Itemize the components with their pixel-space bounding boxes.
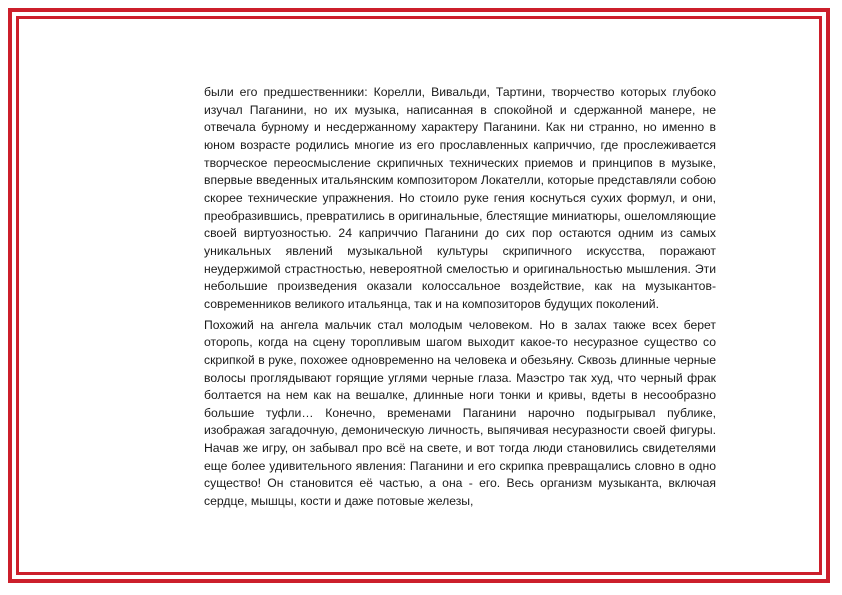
paragraph-caprices: были его предшественники: Корелли, Вивальди, Тартини, творчество которых глубоко изучал Паганини, но их музыка, написанная в спокойной и сдержанной манере, не отвечала бурному и несдержанному характеру Паганини. Как ни странно, но именно в юном возрасте родились многие из его прославленных каприччио, где прослеживается творческое переосмысление скрипичных технических приемов и принципов в музыке, впервые введенных итальянским композитором Локателли, которые представляли собою скорее технические упражнения. Но стоило руке гения коснуться сухих формул, и они, преобразившись, превратились в оригинальные, блестящие миниатюры, ошеломляющие своей виртуозностью. 24 каприччио Паганини до сих пор остаются одним из самых уникальных явлений музыкальной культуры скрипичного искусства, поражают неудержимой страстностью, невероятной смелостью и оригинальностью мышления. Эти небольшие произведения оказали колоссальное воздействие, как на музыкантов-современников великого итальянца, так и на композиторов будущих поколений.: [204, 85, 716, 311]
body-text-block: [204, 84, 716, 514]
paragraph-appearance: Похожий на ангела мальчик стал молодым человеком. Но в залах также всех берет оторопь, когда на сцену торопливым шагом выходит какое-то несуразное существо со скрипкой в руке, похожее одновременно на человека и обезьяну. Сквозь длинные черные волосы проглядывают горящие углями черные глаза. Маэстро так худ, что черный фрак болтается на нем как на вешалке, длинные ноги тонки и кривы, вдеты в несообразно большие туфли… Конечно, временами Паганини нарочно подыгрывал публике, изображая загадочную, демоническую личность, выпячивая несуразности своей фигуры. Начав же игру, он забывал про всё на свете, и вот тогда люди становились свидетелями еще более удивительного явления: Паганини и его скрипка превращались словно в одно существо! Он становится её частью, а она - его. Весь организм музыканта, включая сердце, мышцы, кости и даже потовые железы,: [204, 317, 716, 509]
